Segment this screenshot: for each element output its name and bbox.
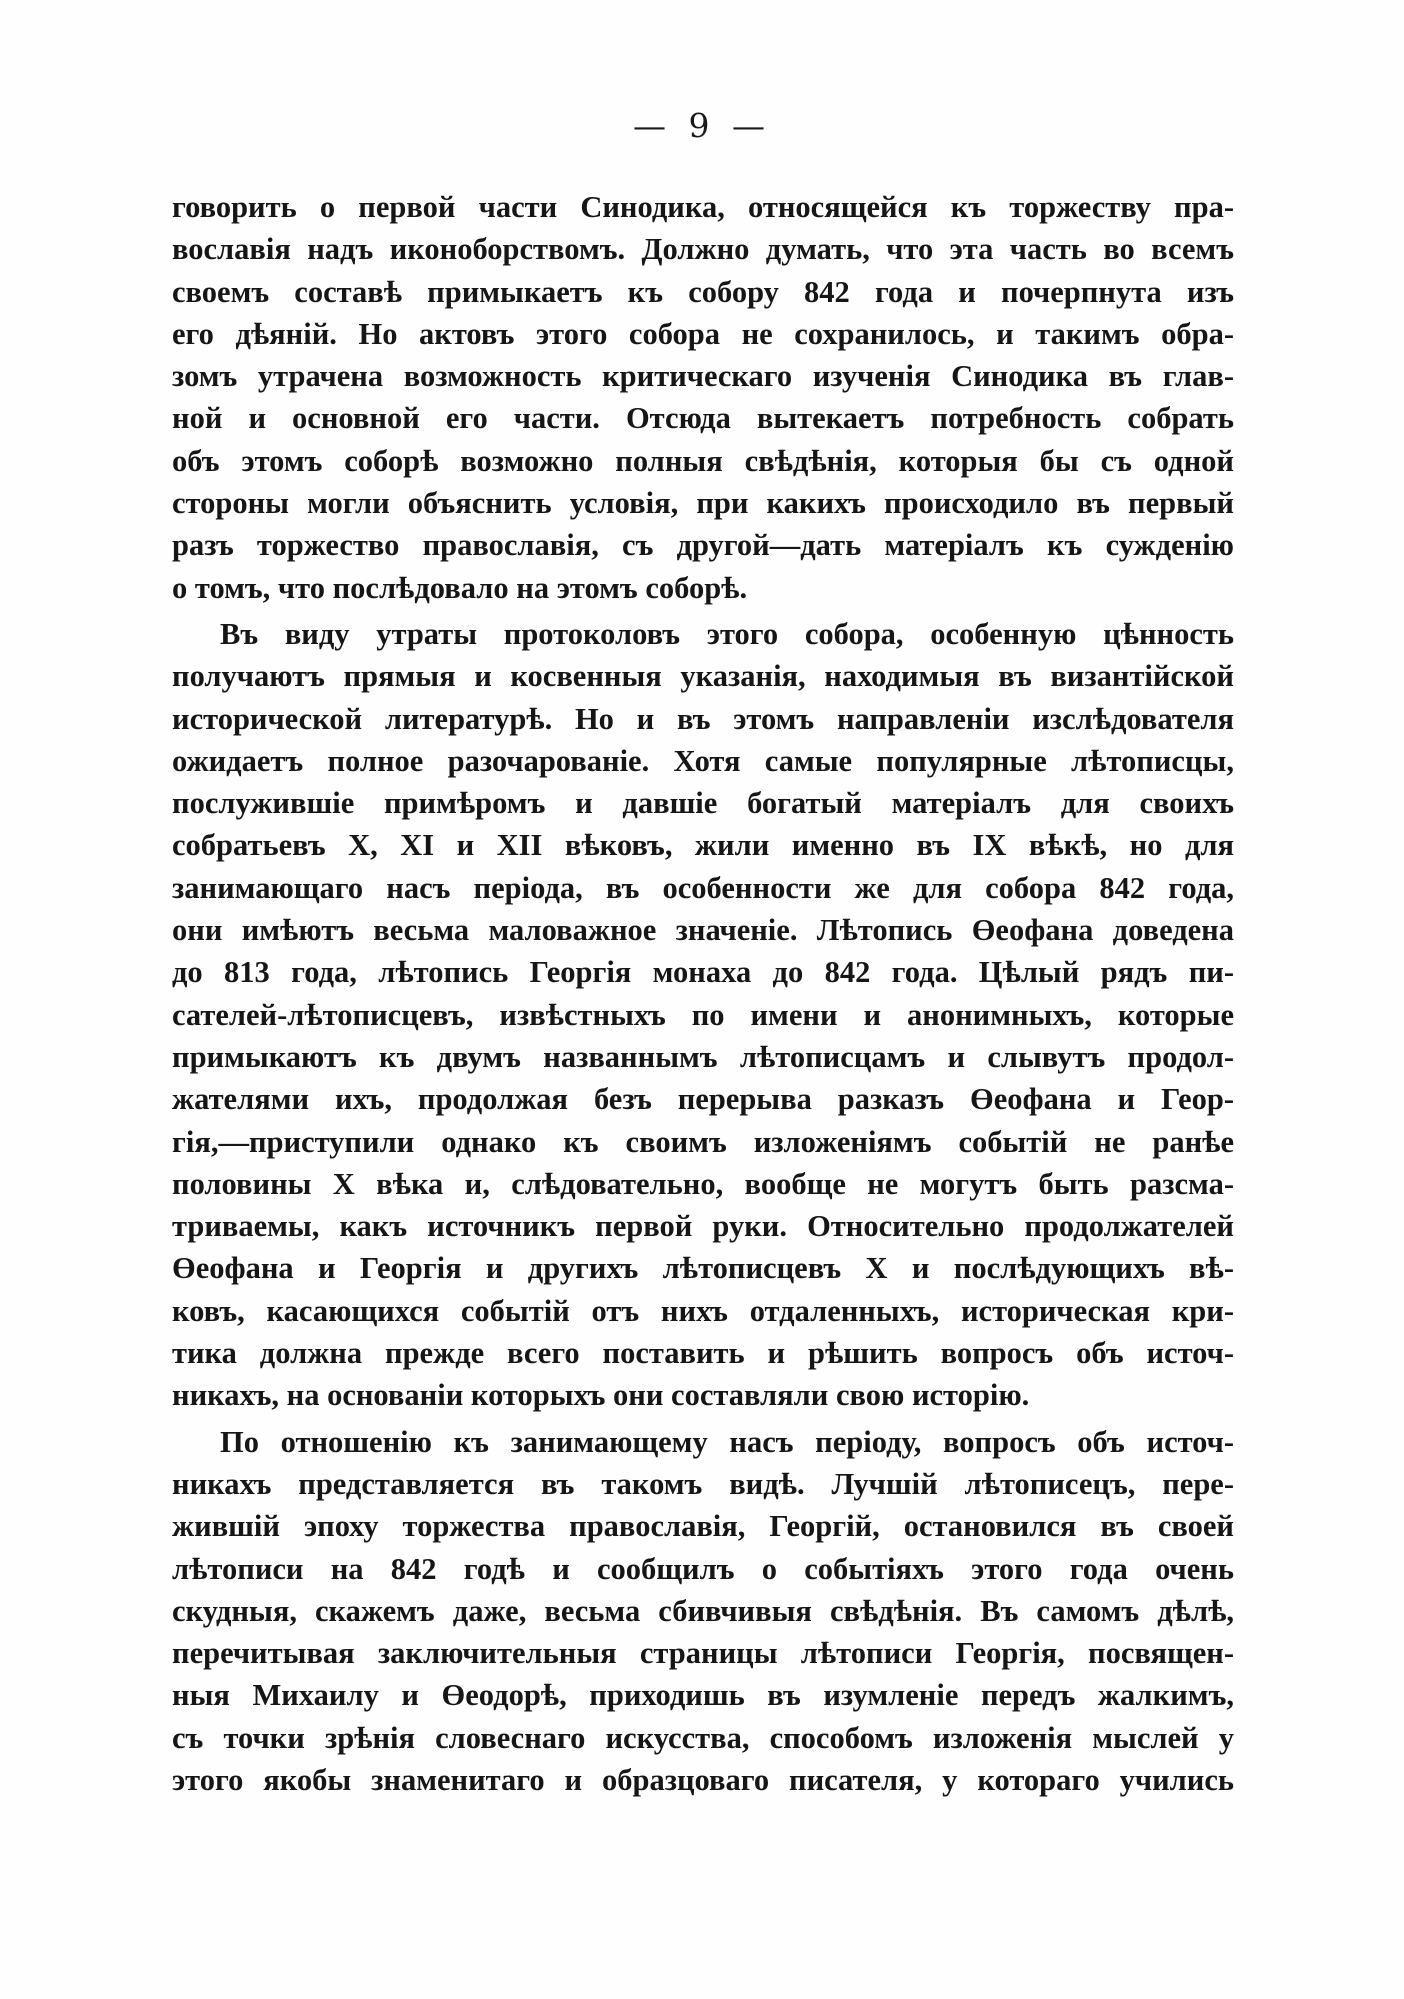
- text-line: перечитывая заключительныя страницы лѣтописи Георгія, посвящен-: [172, 1636, 1234, 1671]
- text-line: скудныя, скажемъ даже, весьма сбивчивыя свѣдѣнія. Въ самомъ дѣлѣ,: [172, 1593, 1234, 1628]
- text-line: о томъ, что послѣдовало на этомъ соборѣ.: [172, 570, 748, 605]
- text-line: говорить о первой части Синодика, относящейся къ торжеству пра-: [172, 190, 1234, 224]
- paragraph-3: [172, 1421, 1234, 1802]
- text-line: ожидаетъ полное разочарованіе. Хотя самые популярные лѣтописцы,: [172, 743, 1234, 778]
- text-line: объ этомъ соборѣ возможно полныя свѣдѣнія, которыя бы съ одной: [172, 443, 1234, 478]
- text-line: ковъ, касающихся событій отъ нихъ отдаленныхъ, историческая кри-: [172, 1293, 1234, 1328]
- text-line: вославія надъ иконоборствомъ. Должно думать, что эта часть во всемъ: [172, 232, 1234, 267]
- text-line: разъ торжество православія, съ другой—дать матеріалъ къ сужденію: [172, 528, 1234, 563]
- text-line: сателей-лѣтописцевъ, извѣстныхъ по имени и анонимныхъ, которые: [172, 997, 1234, 1032]
- paragraph-1: [172, 186, 1234, 609]
- text-line: послужившіе примѣромъ и давшіе богатый матеріалъ для своихъ: [172, 786, 1234, 821]
- text-line: они имѣютъ весьма маловажное значеніе. Лѣтопись Өеофана доведена: [172, 913, 1234, 948]
- text-line: собратьевъ X, XI и XII вѣковъ, жили именно въ IX вѣкѣ, но для: [172, 828, 1234, 863]
- text-line: гія,—приступили однако къ своимъ изложеніямъ событій не ранѣе: [172, 1124, 1234, 1159]
- text-line: исторической литературѣ. Но и въ этомъ направленіи изслѣдователя: [172, 701, 1234, 736]
- text-line: лѣтописи на 842 годѣ и сообщилъ о событіяхъ этого года очень: [172, 1551, 1234, 1586]
- text-line: этого якобы знаменитаго и образцоваго писателя, у котораго учились: [172, 1762, 1234, 1797]
- text-line: жившій эпоху торжества православія, Георгій, остановился въ своей: [172, 1509, 1234, 1544]
- text-line: ныя Михаилу и Өеодорѣ, приходишь въ изумленіе передъ жалкимъ,: [172, 1678, 1234, 1713]
- text-line: тика должна прежде всего поставить и рѣшить вопросъ объ источ-: [172, 1336, 1234, 1371]
- text-line: Өеофана и Георгія и другихъ лѣтописцевъ X и послѣдующихъ вѣ-: [172, 1251, 1234, 1286]
- text-line: его дѣяній. Но актовъ этого собора не сохранилось, и такимъ обра-: [172, 316, 1234, 351]
- text-line: никахъ, на основаніи которыхъ они составляли свою исторію.: [172, 1378, 1030, 1413]
- text-line: до 813 года, лѣтопись Георгія монаха до 842 года. Цѣлый рядъ пи-: [172, 955, 1234, 990]
- paragraph-2: [172, 613, 1234, 1417]
- text-line: никахъ представляется въ такомъ видѣ. Лучшій лѣтописецъ, пере-: [172, 1466, 1234, 1501]
- body-text: [172, 186, 1234, 1801]
- text-line: занимающаго насъ періода, въ особенности же для собора 842 года,: [172, 870, 1234, 905]
- text-line: стороны могли объяснить условія, при какихъ происходило въ первый: [172, 486, 1234, 521]
- text-line: триваемы, какъ источникъ первой руки. Относительно продолжателей: [172, 1209, 1234, 1244]
- text-line: По отношенію къ занимающему насъ періоду, вопросъ объ источ-: [220, 1424, 1234, 1459]
- text-line: Въ виду утраты протоколовъ этого собора, особенную цѣнность: [220, 616, 1234, 651]
- text-line: примыкаютъ къ двумъ названнымъ лѣтописцамъ и слывутъ продол-: [172, 1039, 1234, 1074]
- text-line: съ точки зрѣнія словеснаго искусства, способомъ изложенія мыслей у: [172, 1720, 1234, 1755]
- page-number: — 9 —: [633, 106, 771, 145]
- text-line: жателями ихъ, продолжая безъ перерыва разказъ Өеофана и Геор-: [172, 1082, 1234, 1117]
- text-line: ной и основной его части. Отсюда вытекаетъ потребность собрать: [172, 401, 1234, 436]
- text-line: своемъ составѣ примыкаетъ къ собору 842 года и почерпнута изъ: [172, 274, 1234, 309]
- text-line: половины X вѣка и, слѣдовательно, вообще не могутъ быть разсма-: [172, 1166, 1234, 1201]
- text-line: получаютъ прямыя и косвенныя указанія, находимыя въ византійской: [172, 659, 1234, 694]
- text-line: зомъ утрачена возможность критическаго изученія Синодика въ глав-: [172, 359, 1234, 394]
